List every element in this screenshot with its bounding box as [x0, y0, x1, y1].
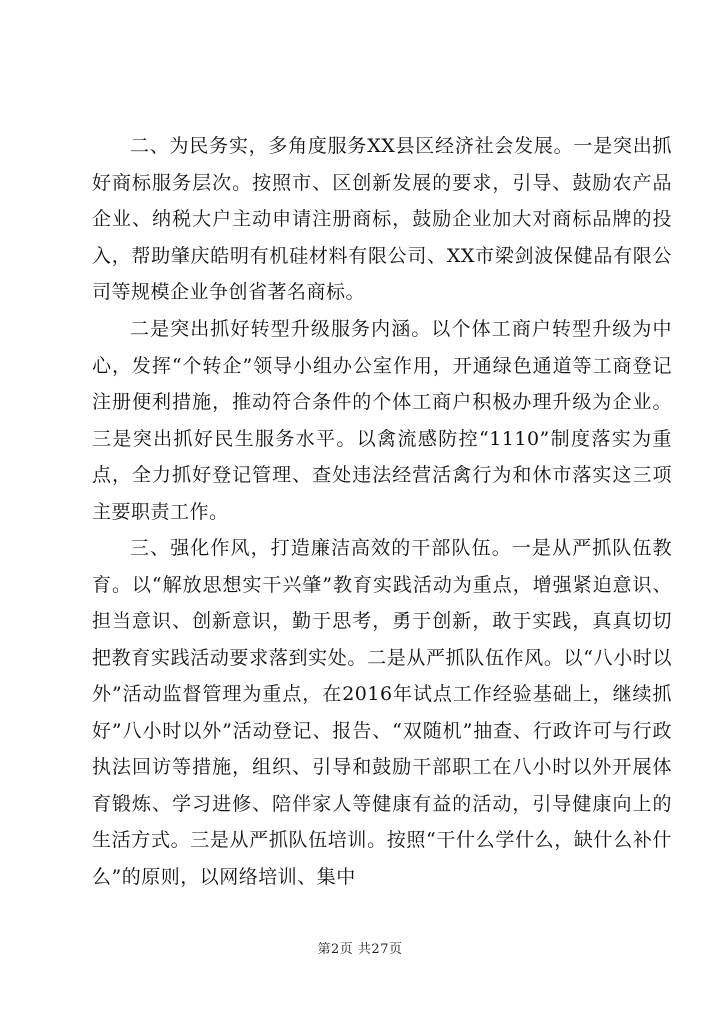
paragraph-service-development: 二、为民务实，多角度服务XX县区经济社会发展。一是突出抓好商标服务层次。按照市、区创新发展的要求，引导、鼓励农产品企业、纳税大户主动申请注册商标，鼓励企业加大对商标品牌的投入，帮助肇庆皓明有机硅材料有限公司、XX市梁剑波保健品有限公司等规模企业争创省著名商标。: [92, 135, 672, 303]
paragraph-transformation-upgrade: 二是突出抓好转型升级服务内涵。以个体工商户转型升级为中心，发挥“个转企”领导小组办公室作用，开通绿色通道等工商登记注册便利措施，推动符合条件的个体工商户积极办理升级为企业。三是突出抓好民生服务水平。以禽流感防控“1110”制度落实为重点，全力抓好登记管理、查处违法经营活禽行为和休市落实这三项主要职责工作。: [92, 318, 672, 523]
page-number-footer: 第2页 共27页: [317, 942, 403, 957]
paragraph-work-style: 三、强化作风，打造廉洁高效的干部队伍。一是从严抓队伍教育。以“解放思想实干兴肇”教育实践活动为重点，增强紧迫意识、担当意识、创新意识，勤于思考，勇于创新，敢于实践，真真切切把教育实践活动要求落到实处。二是从严抓队伍作风。以“八小时以外”活动监督管理为重点，在2016年试点工作经验基础上，继续抓好”八小时以外”活动登记、报告、“双随机”抽查、行政许可与行政执法回访等措施，组织、引导和鼓励干部职工在八小时以外开展体育锻炼、学习进修、陪伴家人等健康有益的活动，引导健康向上的生活方式。三是从严抓队伍培训。按照“干什么学什么，缺什么补什么”的原则，以网络培训、集中: [92, 537, 672, 888]
